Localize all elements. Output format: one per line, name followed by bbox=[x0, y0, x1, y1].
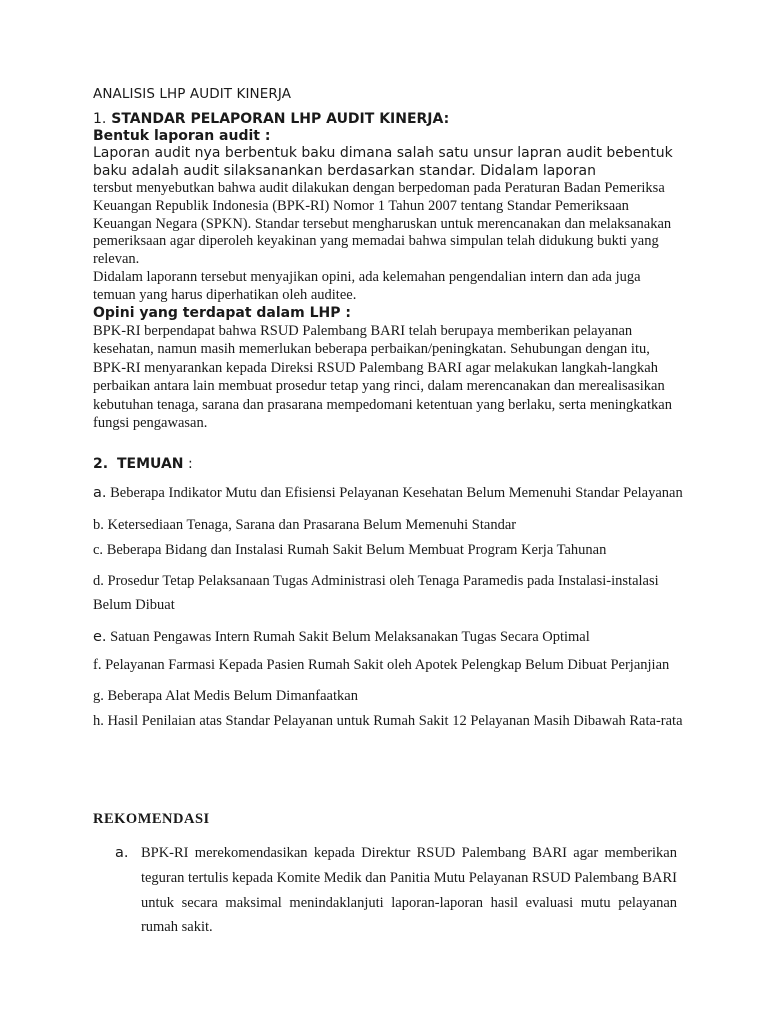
rekomendasi-heading: REKOMENDASI bbox=[93, 811, 210, 827]
finding-text: Ketersediaan Tenaga, Sarana dan Prasarana Belum Memenuhi Standar bbox=[107, 517, 517, 533]
rekomendasi-letter: a. bbox=[115, 845, 129, 861]
finding-letter: b. bbox=[93, 517, 104, 533]
paragraph-opini: BPK-RI berpendapat bahwa RSUD Palembang BARI telah berupaya memberikan pelayanan kesehatan, namun masih memerlukan beberapa perbaikan/peningkatan. Sehubungan dengan itu, BPK-RI menyarankan kepada Direksi RSUD Palembang BARI agar melakukan langkah-langkah perbaikan antara lain membuat prosedur tetap yang rinci, dalam merencanakan dan merealisasikan kebutuhan tenaga, sarana dan prasarana mempedomani ketentuan yang berlaku, serta meningkatkan fungsi pengawasan. bbox=[93, 322, 672, 432]
section-standar-pelaporan bbox=[93, 111, 683, 433]
finding-letter: c. bbox=[93, 542, 104, 558]
section-2-title: TEMUAN bbox=[116, 456, 184, 472]
list-item bbox=[93, 481, 683, 505]
list-item bbox=[93, 625, 683, 649]
finding-letter: f. bbox=[93, 657, 102, 673]
list-item bbox=[93, 569, 683, 617]
finding-text: Pelayanan Farmasi Kepada Pasien Rumah Sakit oleh Apotek Pelengkap Belum Dibuat Perjanjian bbox=[105, 657, 670, 673]
paragraph-standar: tersbut menyebutkan bahwa audit dilakukan dengan berpedoman pada Peraturan Badan Pemeriksa Keuangan Republik Indonesia (BPK-RI) Nomor 1 Tahun 2007 tentang Standar Pemeriksaan Keuangan Negara (SPKN). Standar tersebut mengharuskan untuk merencanakan dan melaksanakan pemeriksaan agar diperoleh keyakinan yang memadai bahwa simpulan telah didukung bukti yang relevan. bbox=[93, 180, 672, 268]
finding-letter: a. bbox=[93, 485, 107, 501]
section-1-title: STANDAR PELAPORAN LHP AUDIT KINERJA: bbox=[111, 111, 450, 127]
paragraph-bentuk-laporan: Laporan audit nya berbentuk baku dimana salah satu unsur lapran audit bebentuk baku adalah audit silaksanankan berdasarkan standar. Didalam laporan bbox=[93, 145, 673, 179]
findings-list bbox=[93, 481, 683, 733]
list-item bbox=[115, 841, 677, 940]
section-2-suffix: : bbox=[187, 456, 193, 472]
finding-text: Satuan Pengawas Intern Rumah Sakit Belum Melaksanakan Tugas Secara Optimal bbox=[110, 629, 590, 645]
document-title: ANALISIS LHP AUDIT KINERJA bbox=[93, 86, 292, 102]
finding-text: Beberapa Alat Medis Belum Dimanfaatkan bbox=[107, 688, 358, 704]
finding-text: Hasil Penilaian atas Standar Pelayanan untuk Rumah Sakit 12 Pelayanan Masih Dibawah Rata-rata bbox=[107, 713, 683, 729]
finding-letter: d. bbox=[93, 573, 104, 589]
section-1-heading bbox=[93, 111, 683, 128]
list-item bbox=[93, 709, 683, 733]
rekomendasi-text: BPK-RI merekomendasikan kepada Direktur RSUD Palembang BARI agar memberikan teguran tertulis kepada Komite Medik dan Panitia Mutu Pelayanan RSUD Palembang BARI untuk secara maksimal menindaklanjuti laporan-laporan hasil evaluasi mutu pelayanan rumah sakit. bbox=[140, 845, 677, 936]
subheading-opini: Opini yang terdapat dalam LHP : bbox=[93, 304, 351, 321]
list-item bbox=[93, 684, 683, 708]
paragraph-opini-kelemahan: Didalam laporann tersebut menyajikan opini, ada kelemahan pengendalian intern dan ada juga temuan yang harus diperhatikan oleh auditee. bbox=[93, 268, 641, 303]
finding-text: Beberapa Bidang dan Instalasi Rumah Sakit Belum Membuat Program Kerja Tahunan bbox=[106, 542, 607, 558]
finding-letter: e. bbox=[93, 629, 107, 645]
finding-letter: g. bbox=[93, 688, 104, 704]
list-item bbox=[93, 657, 683, 674]
section-1-number: 1. bbox=[93, 111, 107, 127]
finding-text: Prosedur Tetap Pelaksanaan Tugas Administrasi oleh Tenaga Paramedis pada Instalasi-instalasi Belum Dibuat bbox=[93, 573, 659, 613]
list-item bbox=[93, 513, 683, 537]
subheading-bentuk-laporan: Bentuk laporan audit : bbox=[93, 128, 271, 144]
finding-letter: h. bbox=[93, 713, 104, 729]
section-2-number: 2. bbox=[93, 456, 109, 472]
section-2-heading bbox=[93, 456, 193, 472]
finding-text: Beberapa Indikator Mutu dan Efisiensi Pelayanan Kesehatan Belum Memenuhi Standar Pelayanan bbox=[110, 485, 683, 501]
list-item bbox=[93, 538, 683, 562]
